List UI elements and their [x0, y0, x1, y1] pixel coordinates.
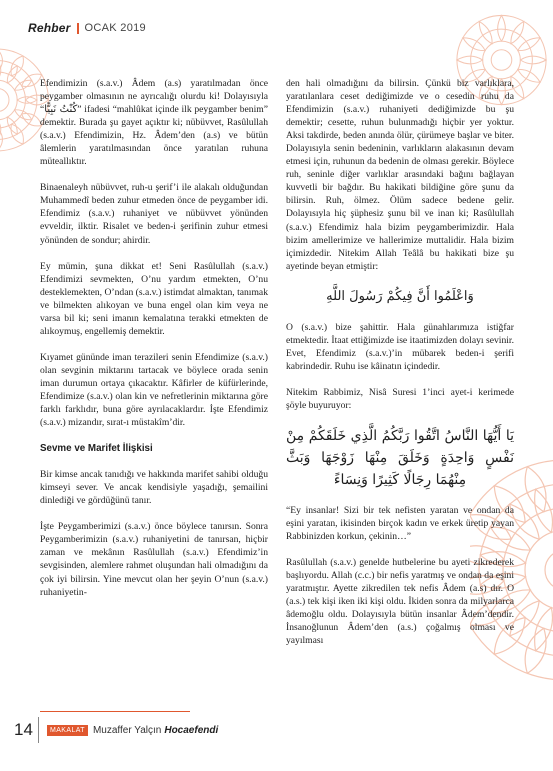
paragraph-spacer [286, 273, 514, 286]
text-segment: O (s.a.v.) bize şahittir. Hala günahlarımıza istiğfar etmektedir. İtaat ettiğimizde ise itaatimizden dolayı sevinir. Evet, Efendimiz (s.a.v.)’in mübarek beden-i şerifi kabrindedir. Ruhu ise kâinatın içindedir. [286, 321, 514, 372]
paragraph [40, 181, 268, 246]
article-column-right [286, 77, 514, 647]
paragraph-spacer [286, 491, 514, 504]
paragraph [40, 520, 268, 598]
paragraph [40, 351, 268, 429]
paragraph [286, 504, 514, 543]
text-segment: Ey mümin, şuna dikkat et! Seni Rasûlullah (s.a.v.) Efendimizi sevmekten, O’nu yardım etmekten, O’nu desteklemekten, O’ndan (s.a.v.) istimdat almaktan, tanımak ve bilmekten alıkoyan ve buna engel olan kim veya ne varsa bil ki; seni imanın kemalatına terakki etmekten de alıkoymuş, engellemiş demektir. [40, 260, 268, 337]
arabic-inline-text: كُنْتُ نَبِيًّا [44, 104, 78, 116]
paragraph [286, 556, 514, 647]
paragraph [286, 386, 514, 412]
paragraph-spacer [40, 507, 268, 520]
text-segment: Rasûlullah (s.a.v.) genelde hutbelerine bu ayeti zikrederek başlıyordu. Allah (c.c.) bir nefis yaratmış ve ondan da eşini yaratmıştır. Ayette zikredilen tek nefis Âdem (a.s) dır. O (a.s.) tek kişi iken iki kişi oldu. İkiden sonra da milyarlarca âdemoğlu oldu. Dolayısıyla bütün insanlar Âdem’dendir. İnsanoğlunun Âdem’den (a.s.) çoğalmış olması ve yayılması [286, 557, 514, 647]
paragraph-spacer [40, 247, 268, 260]
text-segment: den hali olmadığını da bilirsin. Çünkü biz varlıklara, yaratılanlara ceset dediğimizde ve o cesedin ruhu da Efendimizin (s.a.v.) ruhaniyeti dediğimizde bu şu demektir; cesette, ruhun bulunmadığı hiçbir yer yoktur. Aksi takdirde, beden anında ölür, çürümeye başlar ve biter. Dolayısıyla senin bedeninin, varlıkların alakasının devam etmesi için, ruhunun da bedenin de olması gerekir. Böylece ruh, seninle diğer varlıklar arasındaki bağını bağlayan kuvvetli bir bağdır. Bu hakikati bildiğine göre şunu da bilirsin. Ruh, ölmez. Ölüm sadece bedene gelir. Dolayısıyla hiç şüphesiz şunu bil ve inan ki; Rasûlullah (s.a.v.) Efendimiz hala bizim peygamberimizdir. Hala bizim amellerimize ve hallerimize muttalidir. Hala bizim içimizdedir. Nitekim Allah Teâlâ bu hakikati bize şu ayetinde beyan etmiştir: [286, 78, 514, 272]
header-divider [77, 23, 79, 34]
text-segment: ” ifadesi “mahlûkat içinde ilk peygamber benim” demektir. Burada şu gayet açıktır ki; nübüvvet, Rasûlullah (s.a.v.) Efendimizin, Hz. Âdem’den (a.s) ve bütün âlemlerin yaratılmasından önce yaratılan ruhuna müteallıktır. [40, 104, 268, 168]
paragraph-spacer [40, 429, 268, 442]
text-segment: Bir kimse ancak tanıdığı ve hakkında marifet sahibi olduğu kimseyi sever. Ve ancak kendisiyle yaşadığı, şemailini dinlediği ve gördüğünü tanır. [40, 469, 268, 507]
paragraph [40, 260, 268, 338]
paragraph [286, 321, 514, 373]
page-number: 14 [14, 720, 33, 739]
text-segment: “Ey insanlar! Sizi bir tek nefisten yaratan ve ondan da eşini yaratan, ikisinden birçok kadın ve erkek üretip yayan Rabbinizden korkun, çekinin…” [286, 504, 514, 543]
text-segment: Binaenaleyh nübüvvet, ruh-u şerif’i ile alakalı olduğundan Muhammedî beden zuhur etmeden önce de peygamber idi. Efendimiz (s.a.v.) ruhaniyet ve nübüvvet yönünden evveldir, ilktir. Risalet ve beden-i şerifinin zuhur etmesi yönünden de sondur; ahirdir. [40, 182, 268, 246]
section-heading: Sevme ve Marifet İlişkisi [40, 443, 153, 455]
author-brand: Hocaefendi [164, 724, 219, 736]
paragraph-spacer [40, 168, 268, 181]
text-segment: Efendimizin (s.a.v.) Âdem (a.s) yaratılmadan önce peygamber olmasının ne ayrıcalığı olurdu ki! Dolayısıyla “ [40, 78, 268, 116]
footer-divider [38, 717, 39, 743]
paragraph-spacer [286, 308, 514, 321]
magazine-logo: Rehber [28, 21, 71, 35]
text-segment: Nitekim Rabbimiz, Nisâ Suresi 1’inci ayet-i kerimede şöyle buyuruyor: [286, 386, 514, 411]
quran-verse: وَاعْلَمُوا أَنَّ فِيكُمْ رَسُولَ اللَّهِ [326, 288, 474, 304]
article-column-left [40, 77, 268, 599]
paragraph [286, 77, 514, 273]
issue-date: OCAK 2019 [84, 22, 146, 34]
quran-verse: يَا أَيُّهَا النَّاسُ اتَّقُوا رَبَّكُمُ الَّذِي خَلَقَكُمْ مِنْ نَفْسٍ وَاحِدَةٍ وَخَلَقَ مِنْهَا زَوْجَهَا وَبَثَّ مِنْهُمَا رِجَالًا كَثِيرًا وَنِسَاءً [286, 427, 514, 488]
author-name: Muzaffer Yalçın [92, 724, 162, 736]
paragraph-spacer [286, 412, 514, 425]
footer-rule [40, 711, 190, 712]
text-segment: İşte Peygamberimizi (s.a.v.) önce böylece tanırsın. Sonra Peygamberimizin (s.a.v.) ruhaniyetini de tanırsan, hiçbir zaman ve mekânın Rasûlullah (s.a.v.) Efendimiz’in sevgisinden, alemlere rahmet oluşundan hali olmadığını da çok iyi bilirsin. Yine mevcut olan her şeyin O’nun (s.a.v.) ruhaniyetin- [40, 521, 268, 598]
paragraph [40, 77, 268, 168]
page-footer [14, 718, 218, 742]
paragraph [40, 468, 268, 507]
paragraph-spacer [40, 338, 268, 351]
category-badge: MAKALAT [47, 725, 88, 736]
paragraph-spacer [286, 373, 514, 386]
paragraph-spacer [286, 543, 514, 556]
text-segment: Kıyamet gününde iman terazileri senin Efendimize (s.a.v.) olan sevginin miktarını tartacak ve böylece orada senin iman durumun ortaya çıkacaktır. Kâfirler de küfürlerinde, Efendimize (s.a.v.) olan kin ve nefretlerinin miktarına göre farklı farklıdır, buna göre ayrılacaklardır. İşte Efendimiz (s.a.v.) mizandır, sırat-ı müstakîm’dir. [40, 351, 268, 429]
paragraph-spacer [40, 455, 268, 468]
